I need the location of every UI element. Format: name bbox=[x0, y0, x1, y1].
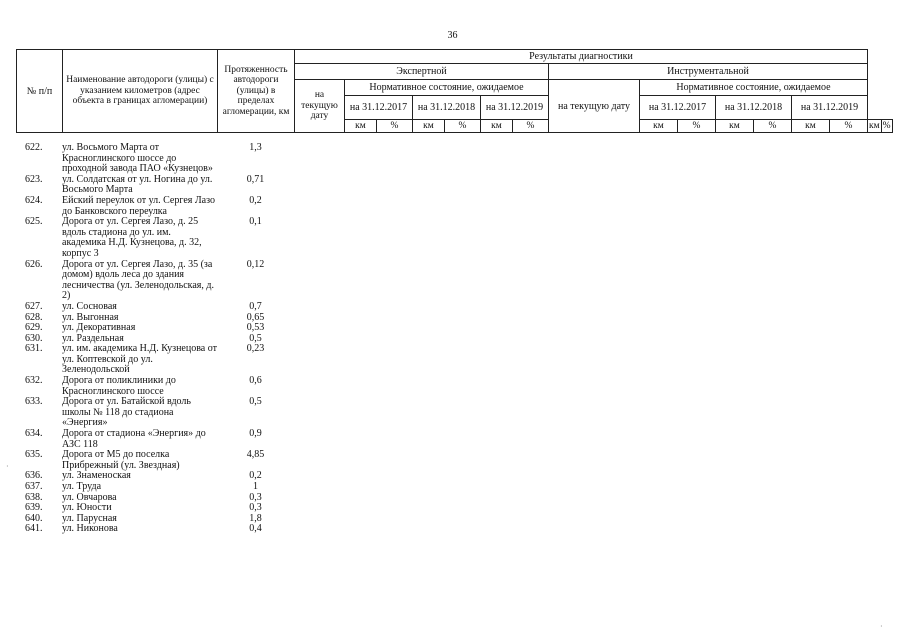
road-name: ул. Раздельная bbox=[62, 332, 124, 344]
road-name: ул. Юности bbox=[62, 502, 112, 514]
scan-speck: · bbox=[880, 622, 883, 631]
header-instr-current-date: на текущую дату bbox=[549, 80, 640, 133]
header-unit-pct: % bbox=[377, 120, 413, 133]
header-unit-km: км bbox=[792, 120, 830, 133]
header-expert: Экспертной bbox=[295, 64, 549, 80]
header-instrumental: Инструментальной bbox=[549, 64, 868, 80]
road-length: 0,5 bbox=[249, 396, 262, 408]
road-name: ул. Сосновая bbox=[62, 300, 117, 312]
road-length: 0,23 bbox=[246, 343, 265, 355]
row-number: 627. bbox=[25, 300, 43, 312]
road-name: Дорога от поликлиники до Красноглинского шоссе bbox=[62, 375, 176, 397]
table-row bbox=[16, 450, 294, 471]
road-name: ул. Солдатская от ул. Ногина до ул. Восьмого Марта bbox=[62, 173, 213, 196]
header-instr-date-2019: на 31.12.2019 bbox=[792, 96, 868, 120]
row-number: 640. bbox=[25, 512, 43, 524]
page-number: 36 bbox=[447, 30, 458, 41]
road-length: 0,53 bbox=[246, 322, 265, 334]
header-expert-date-2017: на 31.12.2017 bbox=[345, 96, 413, 120]
table-row bbox=[16, 175, 294, 196]
road-length: 1 bbox=[253, 481, 258, 492]
table-row bbox=[16, 344, 294, 376]
table-row bbox=[16, 217, 294, 259]
header-unit-km: км bbox=[869, 120, 880, 131]
table-row bbox=[16, 429, 294, 450]
road-length: 0,9 bbox=[249, 428, 262, 440]
road-length: 0,2 bbox=[249, 470, 262, 482]
header-unit-km: км bbox=[640, 120, 678, 133]
table-row bbox=[16, 376, 294, 397]
row-number: 639. bbox=[25, 502, 43, 514]
road-length: 0,4 bbox=[249, 523, 262, 535]
diagnostics-table-body bbox=[16, 143, 294, 535]
road-length: 4,85 bbox=[246, 449, 265, 461]
row-number: 634. bbox=[25, 428, 43, 440]
header-unit-km: км bbox=[716, 120, 754, 133]
row-number: 641. bbox=[25, 523, 43, 535]
row-number: 623. bbox=[25, 173, 43, 185]
road-length: 0,5 bbox=[249, 332, 262, 344]
diagnostics-table-header bbox=[16, 49, 893, 133]
road-name: ул. Парусная bbox=[62, 512, 117, 524]
road-name: ул. Знаменоская bbox=[62, 470, 131, 482]
road-length: 0,12 bbox=[246, 258, 265, 270]
road-length: 0,6 bbox=[249, 375, 262, 387]
row-number: 631. bbox=[25, 343, 43, 355]
row-number: 628. bbox=[25, 311, 43, 323]
row-number: 630. bbox=[25, 332, 43, 344]
header-col-number: № п/п bbox=[17, 50, 63, 133]
table-row bbox=[16, 524, 294, 535]
row-number: 632. bbox=[25, 375, 43, 387]
header-expert-normative: Нормативное состояние, ожидаемое bbox=[345, 80, 549, 96]
road-length: 0,7 bbox=[249, 300, 262, 312]
row-number: 622. bbox=[25, 142, 43, 153]
road-length: 1,3 bbox=[249, 142, 262, 153]
row-number: 636. bbox=[25, 470, 43, 482]
header-unit-km: км bbox=[345, 120, 377, 133]
road-length: 0,3 bbox=[249, 491, 262, 503]
header-results: Результаты диагностики bbox=[295, 50, 868, 64]
header-unit-pct: % bbox=[445, 120, 481, 133]
header-instr-date-2017: на 31.12.2017 bbox=[640, 96, 716, 120]
table-row bbox=[16, 397, 294, 429]
row-number: 626. bbox=[25, 258, 43, 270]
header-unit-pct: % bbox=[882, 120, 891, 131]
scan-speck: · bbox=[6, 462, 9, 471]
road-name: Дорога от ул. Сергея Лазо, д. 25 вдоль стадиона до ул. им. академика Н.Д. Кузнецова, д. 32, корпус 3 bbox=[62, 216, 202, 259]
road-length: 0,65 bbox=[246, 311, 265, 323]
header-expert-date-2019: на 31.12.2019 bbox=[481, 96, 549, 120]
table-row bbox=[16, 196, 294, 217]
road-name: ул. Труда bbox=[62, 481, 102, 492]
header-instr-date-2018: на 31.12.2018 bbox=[716, 96, 792, 120]
header-unit-pct: % bbox=[513, 120, 549, 133]
road-length: 0,71 bbox=[246, 173, 265, 185]
road-name: Дорога от ул. Сергея Лазо, д. 35 (за домом) вдоль леса до здания лесничества (ул. Зеленодольская, д. 2) bbox=[62, 258, 214, 302]
header-col-name: Наименование автодороги (улицы) с указанием километров (адрес объекта в границах агломерации) bbox=[63, 50, 218, 133]
road-name: ул. Декоративная bbox=[62, 322, 136, 334]
road-name: ул. Выгонная bbox=[62, 311, 119, 323]
header-expert-current-date: на текущую дату bbox=[295, 80, 345, 133]
table-row bbox=[16, 143, 294, 175]
row-number: 625. bbox=[25, 216, 43, 228]
row-number: 638. bbox=[25, 491, 43, 503]
header-instr-normative: Нормативное состояние, ожидаемое bbox=[640, 80, 868, 96]
header-unit-pct: % bbox=[678, 120, 716, 133]
table-row bbox=[16, 302, 294, 313]
road-name: ул. им. академика Н.Д. Кузнецова от ул. Коптевской до ул. Зеленодольской bbox=[62, 343, 217, 376]
road-length: 0,1 bbox=[249, 216, 262, 228]
road-length: 0,3 bbox=[249, 502, 262, 514]
row-number: 633. bbox=[25, 396, 43, 408]
road-name: ул. Никонова bbox=[62, 523, 118, 535]
road-name: Ейский переулок от ул. Сергея Лазо до Банковского переулка bbox=[62, 194, 215, 217]
header-col-length: Протяженность автодороги (улицы) в пределах агломерации, км bbox=[218, 50, 295, 133]
row-number: 624. bbox=[25, 194, 43, 206]
table-row bbox=[16, 482, 294, 493]
road-length: 0,2 bbox=[249, 194, 262, 206]
road-name: Дорога от М5 до поселка Прибрежный (ул. Звездная) bbox=[62, 449, 180, 471]
row-number: 637. bbox=[25, 481, 43, 492]
table-row bbox=[16, 260, 294, 302]
header-unit-pct: % bbox=[830, 120, 868, 133]
road-name: ул. Овчарова bbox=[62, 491, 117, 503]
row-number: 635. bbox=[25, 449, 43, 461]
road-name: ул. Восьмого Марта от Красноглинского шоссе до проходной завода ПАО «Кузнецов» bbox=[62, 142, 213, 175]
header-unit-pct: % bbox=[754, 120, 792, 133]
header-expert-date-2018: на 31.12.2018 bbox=[413, 96, 481, 120]
header-unit-km: км bbox=[413, 120, 445, 133]
row-number: 629. bbox=[25, 322, 43, 334]
header-unit-km: км bbox=[481, 120, 513, 133]
road-name: Дорога от ул. Батайской вдоль школы № 118 до стадиона «Энергия» bbox=[62, 396, 191, 429]
road-name: Дорога от стадиона «Энергия» до АЗС 118 bbox=[62, 428, 206, 450]
road-length: 1,8 bbox=[249, 512, 262, 524]
